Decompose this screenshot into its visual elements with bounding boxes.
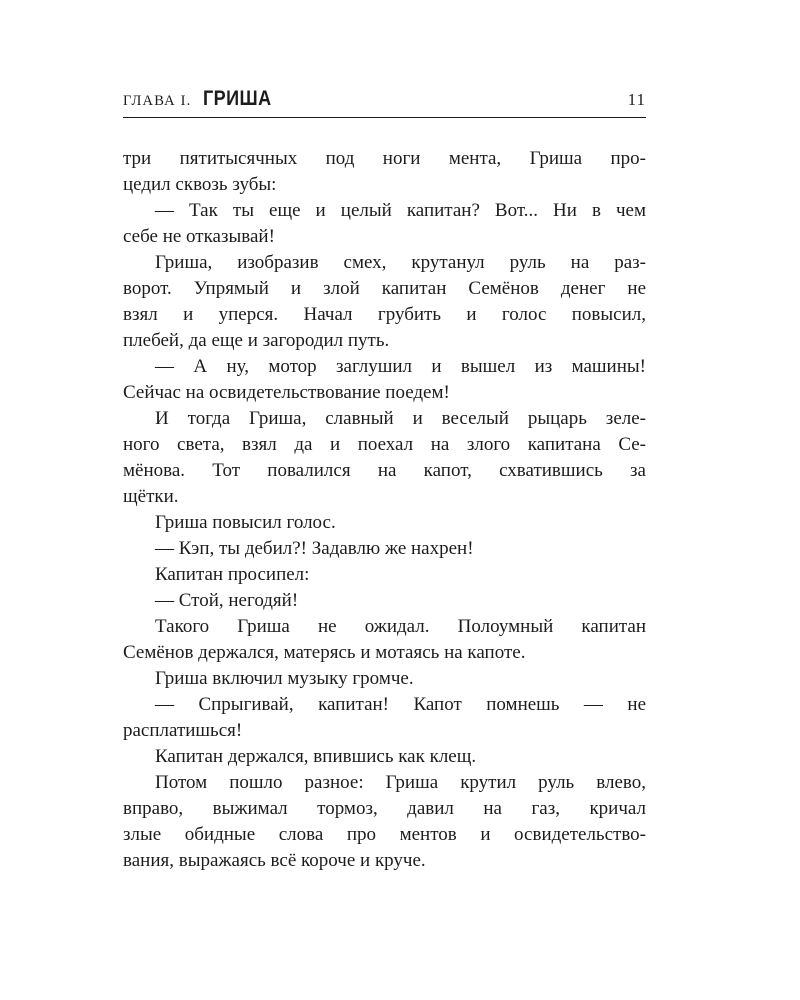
text-line: — Стой, негодяй! [155, 590, 299, 611]
chapter-label: ГЛАВА I. [123, 93, 192, 109]
text-line: — Спрыгивай, капитан! Капот помнешь — не [155, 694, 646, 715]
page-number: 11 [627, 90, 646, 109]
text-line: Сейчас на освидетельствование поедем! [123, 382, 450, 403]
chapter-title: ГРИША [203, 87, 272, 110]
text-line: Семёнов держался, матерясь и мотаясь на капоте. [123, 642, 526, 663]
text-line: Такого Гриша не ожидал. Полоумный капитан [155, 616, 646, 637]
text-line: Капитан просипел: [155, 564, 310, 585]
text-line: Потом пошло разное: Гриша крутил руль влево, [155, 772, 646, 793]
text-line: три пятитысячных под ноги мента, Гриша про- [123, 148, 646, 169]
text-line: щётки. [123, 486, 179, 507]
text-line: цедил сквозь зубы: [123, 174, 277, 195]
text-line: расплатишься! [123, 720, 243, 741]
text-line: ворот. Упрямый и злой капитан Семёнов денег не [123, 278, 646, 299]
text-line: Капитан держался, впившись как клещ. [155, 746, 477, 767]
text-line: вправо, выжимал тормоз, давил на газ, кричал [123, 798, 646, 819]
text-line: плебей, да еще и загородил путь. [123, 330, 390, 351]
text-line: злые обидные слова про ментов и освидетельство- [123, 824, 646, 845]
text-line: — Кэп, ты дебил?! Задавлю же нахрен! [155, 538, 474, 559]
running-header [123, 85, 646, 118]
text-line: Гриша, изобразив смех, крутанул руль на раз- [155, 252, 646, 273]
text-line: — А ну, мотор заглушил и вышел из машины! [155, 356, 646, 377]
text-line: И тогда Гриша, славный и веселый рыцарь зеле- [155, 408, 646, 429]
text-line: Гриша повысил голос. [155, 512, 336, 533]
text-line: — Так ты еще и целый капитан? Вот... Ни в чем [155, 200, 646, 221]
text-line: вания, выражаясь всё короче и круче. [123, 850, 426, 871]
text-line: взял и уперся. Начал грубить и голос повысил, [123, 304, 646, 325]
body-text [123, 146, 646, 874]
text-line: ного света, взял да и поехал на злого капитана Се- [123, 434, 646, 455]
text-line: Гриша включил музыку громче. [155, 668, 414, 689]
text-line: себе не отказывай! [123, 226, 275, 247]
text-line: мёнова. Тот повалился на капот, схватившись за [123, 460, 646, 481]
